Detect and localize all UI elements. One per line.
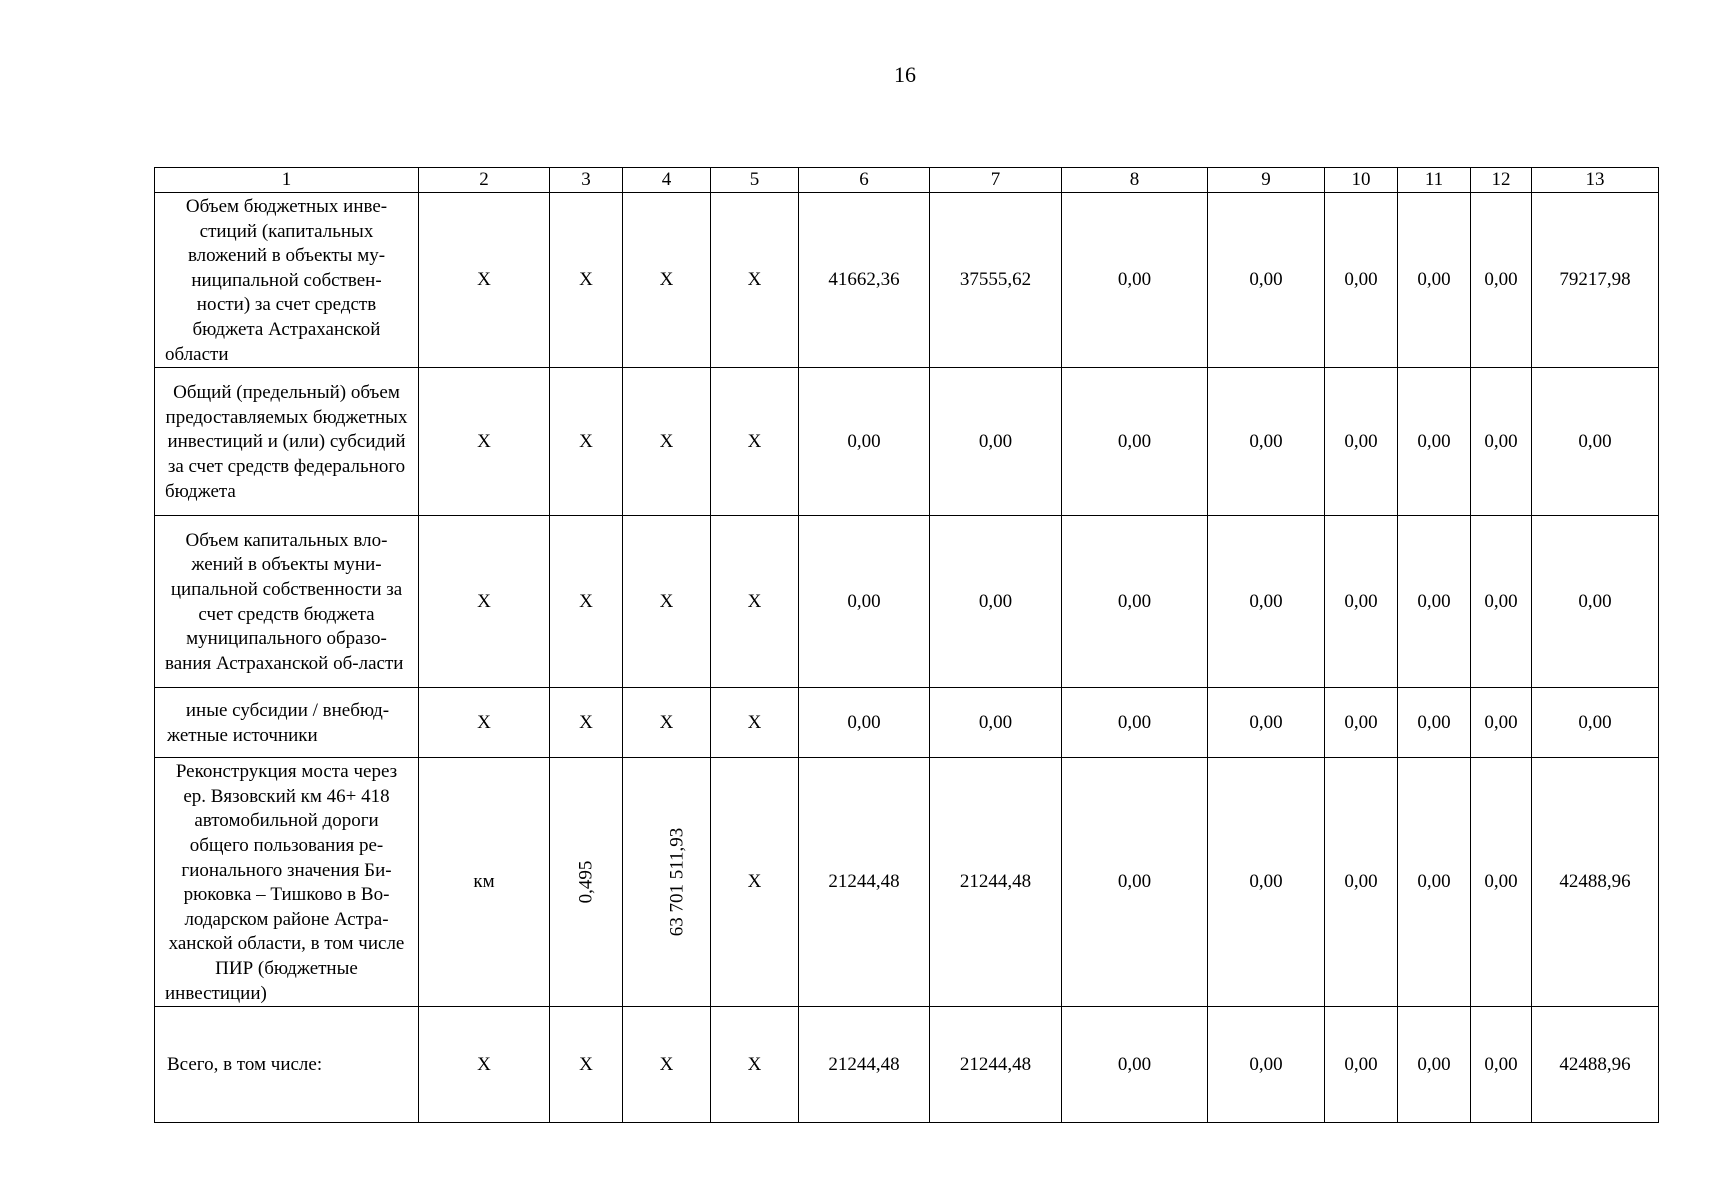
table-cell: 0,00 bbox=[1471, 368, 1532, 516]
table-cell: 42488,96 bbox=[1532, 1007, 1659, 1123]
table-cell: 0,00 bbox=[1532, 688, 1659, 758]
table-row bbox=[155, 368, 1659, 516]
table-cell: 0,00 bbox=[1062, 368, 1208, 516]
column-number: 10 bbox=[1325, 168, 1398, 193]
table-cell: 0,00 bbox=[1325, 758, 1398, 1007]
column-number: 3 bbox=[550, 168, 623, 193]
row-description: Объем капитальных вло-жений в объекты муни-ципальной собственности за счет средств бюджета муниципального образо-вания Астраханской об-ласти bbox=[155, 516, 419, 688]
table-cell: 0,00 bbox=[930, 516, 1062, 688]
column-number: 12 bbox=[1471, 168, 1532, 193]
column-number: 2 bbox=[419, 168, 550, 193]
table-cell: 21244,48 bbox=[930, 1007, 1062, 1123]
column-number: 8 bbox=[1062, 168, 1208, 193]
table-cell: Х bbox=[550, 516, 623, 688]
row-description: иные субсидии / внебюд-жетные источники bbox=[155, 688, 419, 758]
table-cell: 0,00 bbox=[1062, 688, 1208, 758]
table-cell: 0,00 bbox=[1325, 1007, 1398, 1123]
table-cell: 0,00 bbox=[1062, 758, 1208, 1007]
table-cell: Х bbox=[419, 368, 550, 516]
column-number: 5 bbox=[711, 168, 799, 193]
table-cell: 0,00 bbox=[1325, 688, 1398, 758]
table-cell: Х bbox=[623, 368, 711, 516]
column-number-row bbox=[155, 168, 1659, 193]
column-number: 11 bbox=[1398, 168, 1471, 193]
table-cell: 42488,96 bbox=[1532, 758, 1659, 1007]
table-cell: Х bbox=[623, 516, 711, 688]
table-cell: Х bbox=[711, 1007, 799, 1123]
table-cell: Х bbox=[550, 688, 623, 758]
table-cell: 0,00 bbox=[930, 368, 1062, 516]
table-cell: 41662,36 bbox=[799, 193, 930, 368]
table-cell: 0,00 bbox=[1471, 758, 1532, 1007]
table-row bbox=[155, 516, 1659, 688]
rotated-value: 0,495 bbox=[575, 860, 596, 904]
table-cell: Х bbox=[550, 368, 623, 516]
table-cell: 0,00 bbox=[1471, 688, 1532, 758]
column-number: 9 bbox=[1208, 168, 1325, 193]
column-number: 1 bbox=[155, 168, 419, 193]
table-cell: 0,00 bbox=[1208, 1007, 1325, 1123]
table-cell: Х bbox=[623, 688, 711, 758]
budget-table bbox=[154, 167, 1659, 1123]
table-cell: 0,00 bbox=[1208, 368, 1325, 516]
table-row bbox=[155, 758, 1659, 1007]
table-cell: 0,00 bbox=[1325, 368, 1398, 516]
table-row bbox=[155, 193, 1659, 368]
table-cell: Х bbox=[419, 1007, 550, 1123]
table-cell: Х bbox=[419, 193, 550, 368]
row-description: Общий (предельный) объем предоставляемых бюджетных инвестиций и (или) субсидий за счет средств федерального бюджета bbox=[155, 368, 419, 516]
table-cell: 0,00 bbox=[1398, 688, 1471, 758]
table-cell: 0,00 bbox=[1325, 516, 1398, 688]
column-number: 6 bbox=[799, 168, 930, 193]
table-cell: 0,00 bbox=[930, 688, 1062, 758]
table-cell: 0,00 bbox=[1208, 516, 1325, 688]
table-cell: 0,00 bbox=[1398, 758, 1471, 1007]
row-description: Реконструкция моста через ер. Вязовский км 46+ 418 автомобильной дороги общего пользования ре-гионального значения Би-рюковка – Тишково в Во-лодарском районе Астра-ханской области, в том числе ПИР (бюджетные инвестиции) bbox=[155, 758, 419, 1007]
table-cell: 0,00 bbox=[1062, 193, 1208, 368]
table-cell: 0,00 bbox=[1398, 368, 1471, 516]
table-cell: 21244,48 bbox=[930, 758, 1062, 1007]
table-row bbox=[155, 688, 1659, 758]
table-cell: 0,00 bbox=[799, 516, 930, 688]
table-cell: 0,00 bbox=[1532, 516, 1659, 688]
table-cell: 0,00 bbox=[1398, 516, 1471, 688]
column-number: 7 bbox=[930, 168, 1062, 193]
table-cell: 0,00 bbox=[1062, 1007, 1208, 1123]
table-cell bbox=[550, 758, 623, 1007]
table-cell bbox=[623, 758, 711, 1007]
table-cell: Х bbox=[711, 758, 799, 1007]
table-cell: 0,00 bbox=[1208, 688, 1325, 758]
table-cell: 0,00 bbox=[1471, 1007, 1532, 1123]
table-cell: Х bbox=[550, 193, 623, 368]
table-cell: Х bbox=[550, 1007, 623, 1123]
table-cell: 0,00 bbox=[1471, 193, 1532, 368]
table-cell: Х bbox=[711, 193, 799, 368]
table-cell: 0,00 bbox=[1208, 193, 1325, 368]
row-description: Объем бюджетных инве-стиций (капитальных вложений в объекты му-ниципальной собствен-ности) за счет средств бюджета Астраханской области bbox=[155, 193, 419, 368]
table-cell: 0,00 bbox=[1398, 1007, 1471, 1123]
table-cell: Х bbox=[711, 688, 799, 758]
rotated-value: 63 701 511,93 bbox=[666, 827, 688, 937]
table-cell: 0,00 bbox=[1208, 758, 1325, 1007]
table-cell: 37555,62 bbox=[930, 193, 1062, 368]
table-cell: км bbox=[419, 758, 550, 1007]
page-number: 16 bbox=[894, 62, 916, 87]
table-cell: 79217,98 bbox=[1532, 193, 1659, 368]
table-cell: 0,00 bbox=[1325, 193, 1398, 368]
table-cell: 0,00 bbox=[799, 368, 930, 516]
table-cell: 21244,48 bbox=[799, 1007, 930, 1123]
table-cell: 0,00 bbox=[1471, 516, 1532, 688]
table-cell: Х bbox=[623, 193, 711, 368]
table-cell: Х bbox=[419, 688, 550, 758]
table-cell: 0,00 bbox=[1532, 368, 1659, 516]
column-number: 13 bbox=[1532, 168, 1659, 193]
table-cell: 0,00 bbox=[1062, 516, 1208, 688]
row-description: Всего, в том числе: bbox=[155, 1007, 419, 1123]
table-cell: 21244,48 bbox=[799, 758, 930, 1007]
table-row bbox=[155, 1007, 1659, 1123]
table-cell: Х bbox=[623, 1007, 711, 1123]
table-cell: Х bbox=[711, 368, 799, 516]
table-cell: 0,00 bbox=[799, 688, 930, 758]
table-cell: 0,00 bbox=[1398, 193, 1471, 368]
column-number: 4 bbox=[623, 168, 711, 193]
table-cell: Х bbox=[711, 516, 799, 688]
table-cell: Х bbox=[419, 516, 550, 688]
